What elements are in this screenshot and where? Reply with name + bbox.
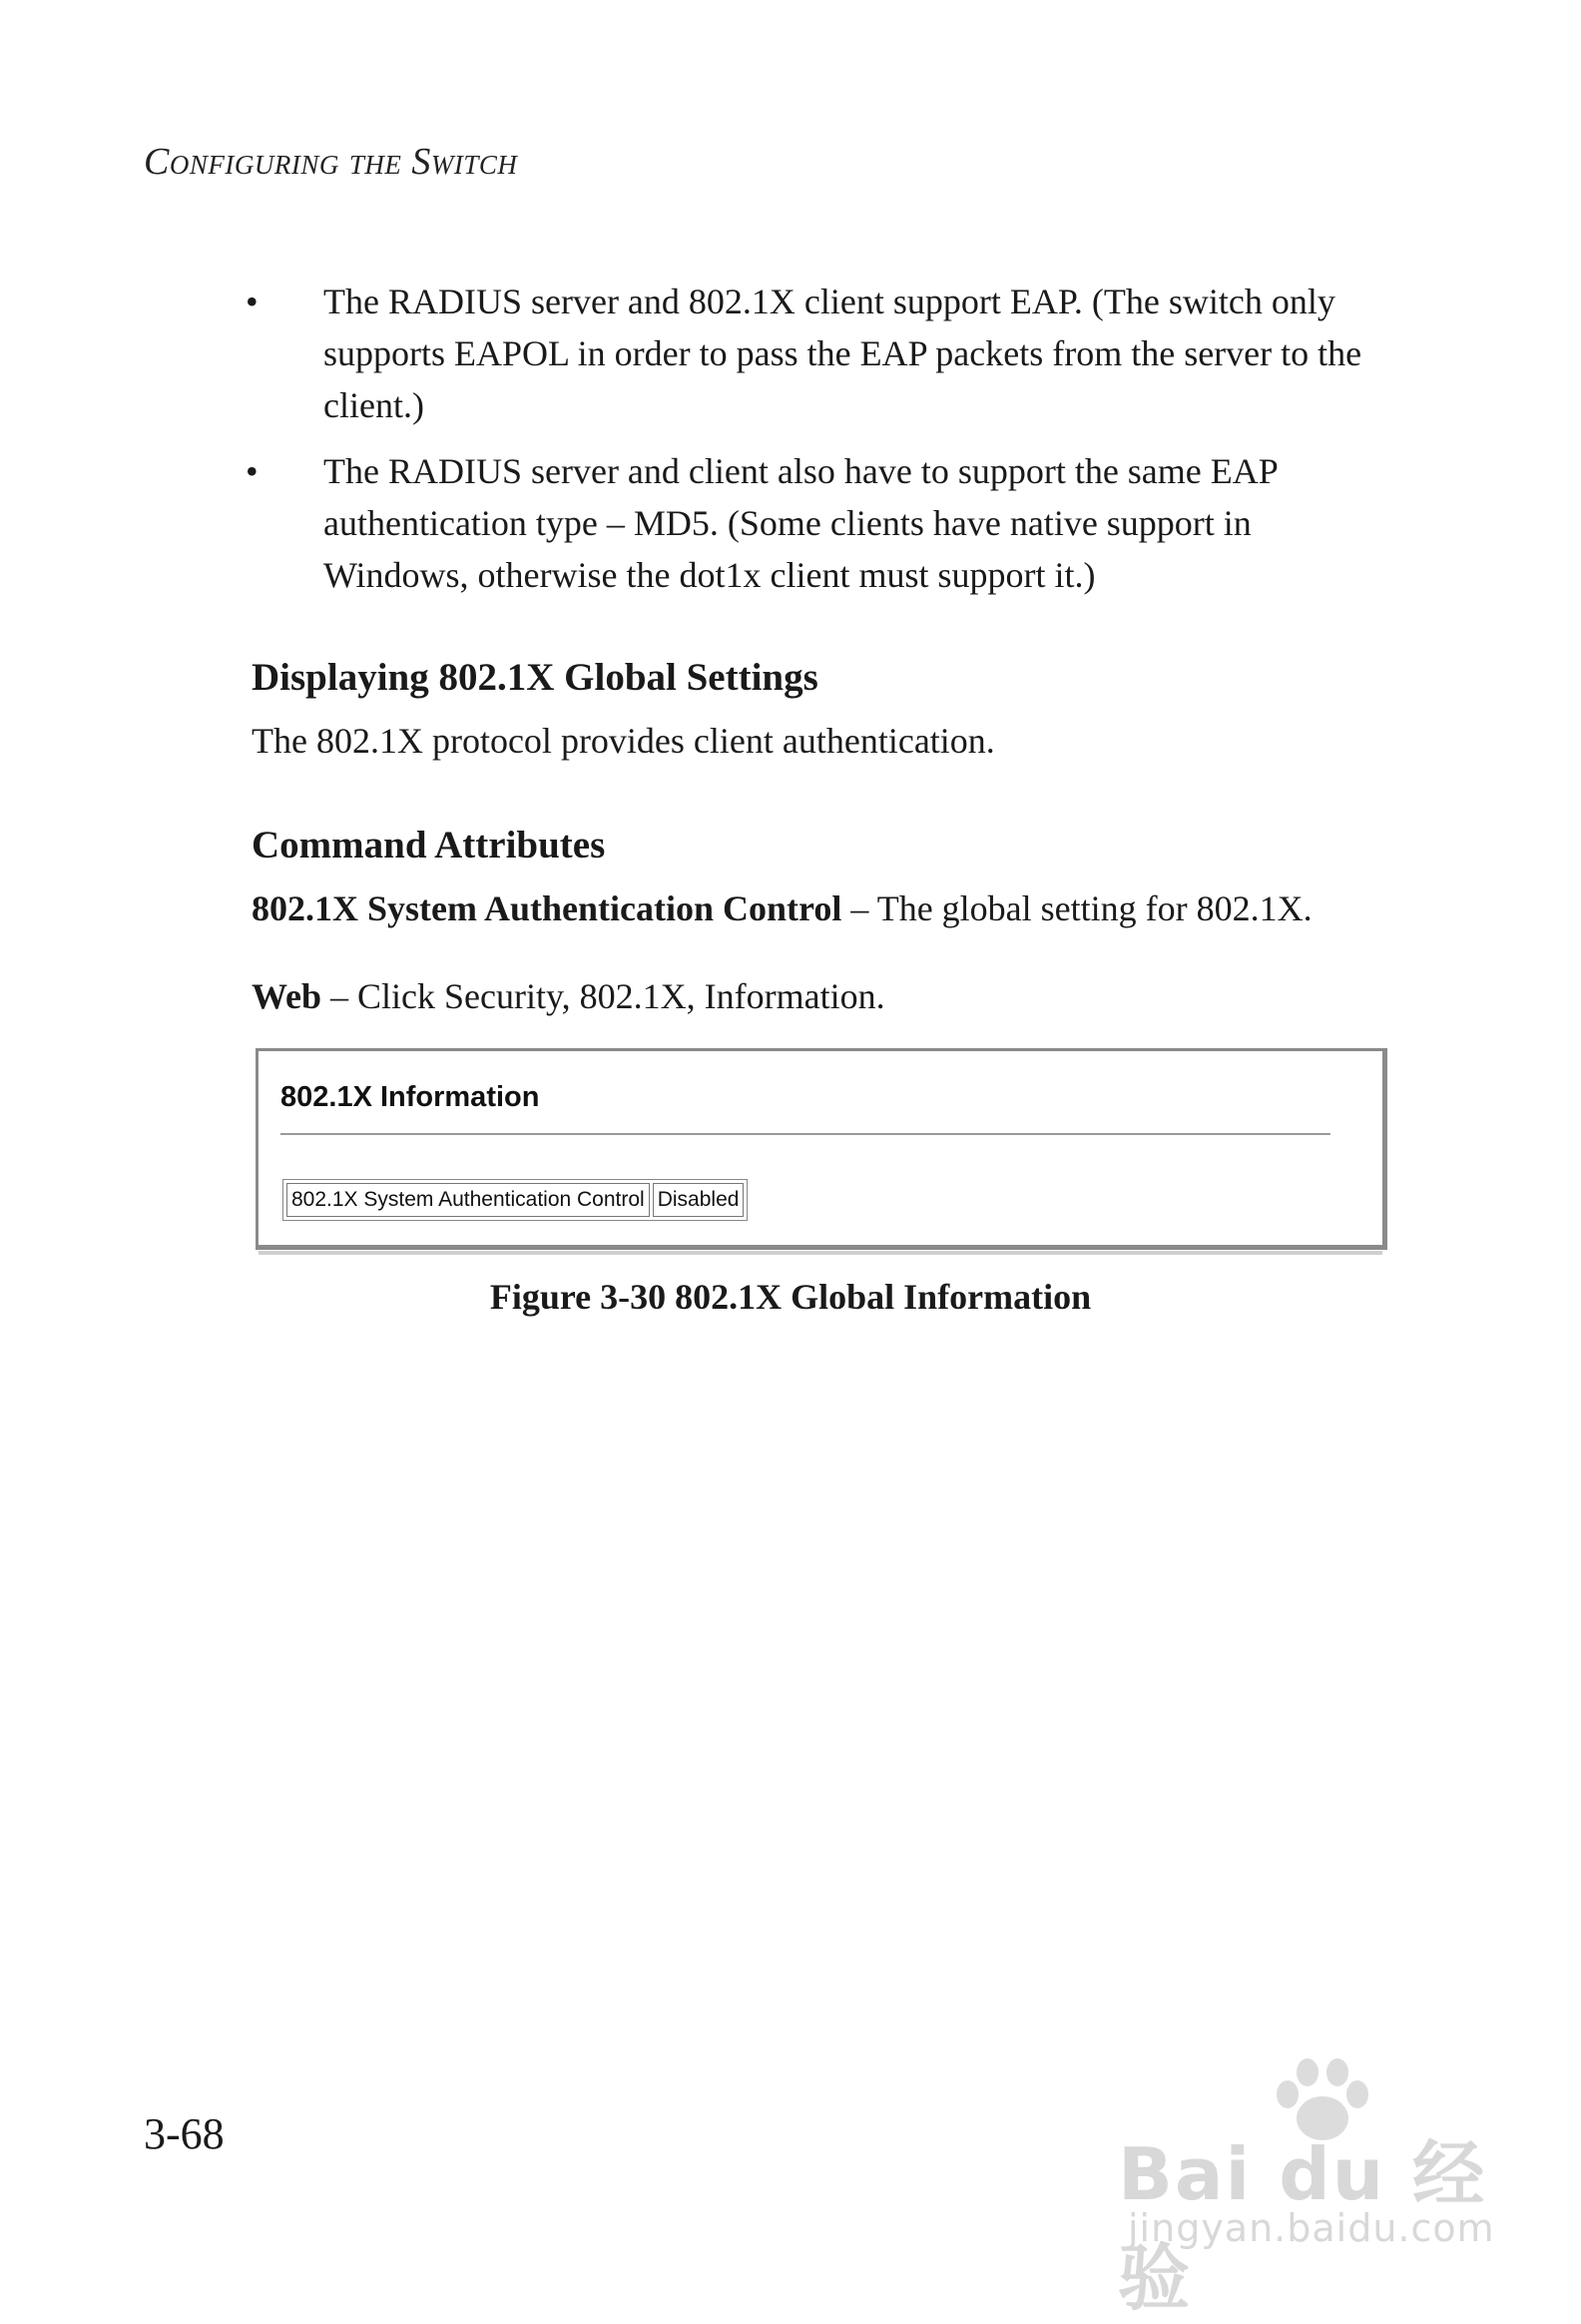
bullet-icon: • <box>246 282 259 321</box>
watermark-url: jingyan.baidu.com <box>1128 2206 1495 2250</box>
section-heading-display-settings: Displaying 802.1X Global Settings <box>252 656 818 699</box>
bullet-icon: • <box>246 451 259 491</box>
panel-title: 802.1X Information <box>280 1081 540 1113</box>
web-term: Web <box>252 976 322 1016</box>
panel-divider <box>280 1133 1330 1135</box>
running-head: Configuring the Switch <box>144 141 518 183</box>
section-heading-command-attributes: Command Attributes <box>252 824 606 867</box>
web-instruction <box>252 970 885 1022</box>
figure-caption: Figure 3-30 802.1X Global Information <box>489 1277 1092 1317</box>
info-table <box>282 1179 748 1221</box>
bullet-list <box>246 276 1403 615</box>
attribute-definition <box>252 882 1313 934</box>
watermark-brand: Bai du 经验 <box>1118 2132 1487 2320</box>
figure-screenshot-panel <box>256 1048 1387 1250</box>
list-item <box>246 276 1403 431</box>
bullet-text: The RADIUS server and client also have to support the same EAP authentication type – MD5. (Some clients have native support in Windows, otherwise the dot1x client must support it.) <box>323 451 1278 595</box>
page-number: 3-68 <box>144 2109 225 2158</box>
table-row <box>286 1183 744 1217</box>
section-body-text: The 802.1X protocol provides client authentication. <box>252 721 995 761</box>
table-cell-value: Disabled <box>653 1183 745 1217</box>
attribute-description: – The global setting for 802.1X. <box>841 888 1313 928</box>
list-item <box>246 445 1403 601</box>
table-cell-label: 802.1X System Authentication Control <box>286 1183 650 1217</box>
bullet-text: The RADIUS server and 802.1X client support EAP. (The switch only supports EAPOL in order to pass the EAP packets from the server to the client.) <box>323 282 1362 425</box>
web-description: – Click Security, 802.1X, Information. <box>321 976 885 1016</box>
watermark-logo <box>1118 2056 1497 2320</box>
attribute-term: 802.1X System Authentication Control <box>252 888 842 928</box>
